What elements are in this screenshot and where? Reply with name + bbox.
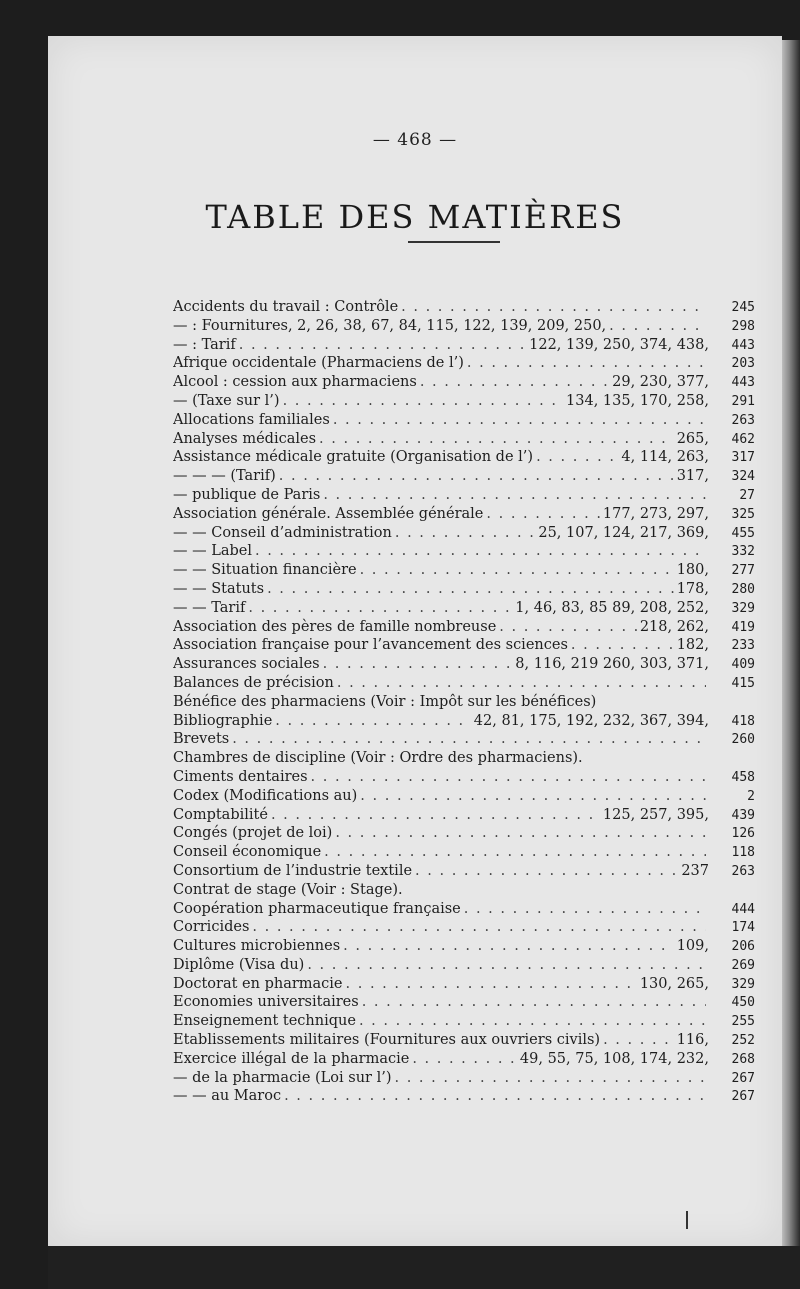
entry-title: Chambres de discipline (Voir : Ordre des pharmaciens). xyxy=(173,750,583,767)
entry-title: Economies universitaires xyxy=(173,994,359,1011)
entry-last-page: 269 xyxy=(731,957,755,973)
leader-dots xyxy=(311,768,706,787)
leader-dots xyxy=(284,1087,706,1106)
entry-page-refs: 25, 107, 124, 217, 369, xyxy=(538,524,709,541)
leader-dots xyxy=(362,993,706,1012)
scan-background xyxy=(48,1246,800,1289)
leader-dots xyxy=(271,806,600,825)
entry-title: Consortium de l’industrie textile xyxy=(173,862,413,879)
leader-dots xyxy=(283,392,563,411)
entry-last-page: 203 xyxy=(731,356,755,372)
entry-title: Doctorat en pharmacie xyxy=(173,975,343,992)
entry-last-page: 206 xyxy=(731,939,755,955)
entry-page-refs: 177, 273, 297, xyxy=(602,505,709,522)
leader-dots xyxy=(248,599,512,618)
entry-page-refs: 125, 257, 395, xyxy=(602,806,709,823)
entry-page-refs: 116, xyxy=(676,1032,709,1049)
entry-title: Contrat de stage (Voir : Stage). xyxy=(173,881,403,898)
entry-page-refs: 317, xyxy=(676,468,709,485)
entry-last-page: 329 xyxy=(731,600,755,616)
entry-last-page: 263 xyxy=(731,863,755,879)
index-entry xyxy=(173,674,755,693)
entry-title: Alcool : cession aux pharmaciens xyxy=(173,374,417,391)
entry-last-page: 233 xyxy=(731,638,755,654)
scanned-page xyxy=(48,36,782,1246)
title-underline xyxy=(408,241,500,243)
entry-title: Codex (Modifications au) xyxy=(173,787,358,804)
entry-last-page: 443 xyxy=(731,375,755,391)
leader-dots xyxy=(401,298,706,317)
index-entry xyxy=(173,843,755,862)
index-entry xyxy=(173,749,755,768)
index-entries xyxy=(173,298,755,1106)
entry-last-page: 118 xyxy=(731,845,755,861)
entry-last-page: 280 xyxy=(731,581,755,597)
entry-title: — (Taxe sur l’) xyxy=(173,392,280,409)
leader-dots xyxy=(536,448,618,467)
leader-dots xyxy=(415,862,678,881)
entry-title: — : Tarif xyxy=(173,336,236,353)
leader-dots xyxy=(360,787,706,806)
leader-dots xyxy=(337,674,706,693)
entry-last-page: 174 xyxy=(731,920,755,936)
entry-title: Analyses médicales xyxy=(173,430,317,447)
entry-last-page: 455 xyxy=(731,525,755,541)
entry-page-refs: 134, 135, 170, 258, xyxy=(566,392,709,409)
index-entry xyxy=(173,1012,755,1031)
index-entry xyxy=(173,693,755,712)
entry-title: Ciments dentaires xyxy=(173,768,308,785)
entry-last-page: 443 xyxy=(731,337,755,353)
index-entry xyxy=(173,730,755,749)
index-entry xyxy=(173,486,755,505)
index-entry xyxy=(173,993,755,1012)
leader-dots xyxy=(571,636,674,655)
entry-last-page: 462 xyxy=(731,431,755,447)
index-entry xyxy=(173,956,755,975)
index-entry xyxy=(173,411,755,430)
leader-dots xyxy=(395,524,536,543)
entry-last-page: 317 xyxy=(731,450,755,466)
entry-title: Bénéfice des pharmaciens (Voir : Impôt sur les bénéfices) xyxy=(173,693,597,710)
entry-last-page: 418 xyxy=(731,713,755,729)
index-entry xyxy=(173,354,755,373)
index-entry xyxy=(173,561,755,580)
leader-dots xyxy=(323,486,706,505)
entry-last-page: 27 xyxy=(739,487,755,503)
entry-page-refs: 182, xyxy=(676,637,709,654)
entry-page-refs: 29, 230, 377, xyxy=(612,374,709,391)
entry-last-page: 332 xyxy=(731,544,755,560)
leader-dots xyxy=(499,618,637,637)
leader-dots xyxy=(360,561,674,580)
entry-last-page: 458 xyxy=(731,769,755,785)
entry-title: Coopération pharmaceutique française xyxy=(173,900,461,917)
entry-title: — de la pharmacie (Loi sur l’) xyxy=(173,1069,392,1086)
entry-title: — — Label xyxy=(173,543,252,560)
leader-dots xyxy=(464,900,706,919)
entry-page-refs: 178, xyxy=(676,580,709,597)
index-entry xyxy=(173,1069,755,1088)
entry-title: — publique de Paris xyxy=(173,486,321,503)
entry-title: — — — (Tarif) xyxy=(173,468,276,485)
entry-last-page: 409 xyxy=(731,657,755,673)
entry-last-page: 291 xyxy=(731,393,755,409)
index-entry xyxy=(173,787,755,806)
entry-title: Bibliographie xyxy=(173,712,273,729)
leader-dots xyxy=(232,730,706,749)
entry-last-page: 325 xyxy=(731,506,755,522)
entry-page-refs: 1, 46, 83, 85 89, 208, 252, xyxy=(515,599,709,616)
leader-dots xyxy=(609,317,706,336)
entry-title: Accidents du travail : Contrôle xyxy=(173,299,399,315)
index-entry xyxy=(173,900,755,919)
index-entry xyxy=(173,806,755,825)
leader-dots xyxy=(275,712,471,731)
entry-title: Diplôme (Visa du) xyxy=(173,956,305,973)
entry-title: Comptabilité xyxy=(173,806,268,823)
leader-dots xyxy=(323,655,513,674)
entry-page-refs: 218, 262, xyxy=(639,618,709,635)
entry-last-page: 263 xyxy=(731,412,755,428)
index-entry xyxy=(173,1031,755,1050)
leader-dots xyxy=(486,505,600,524)
leader-dots xyxy=(603,1031,674,1050)
entry-title: Assistance médicale gratuite (Organisation de l’) xyxy=(173,449,534,466)
entry-last-page: 450 xyxy=(731,995,755,1011)
entry-page-refs: 109, xyxy=(676,938,709,955)
index-entry xyxy=(173,373,755,392)
page-number: — 468 — xyxy=(372,130,458,150)
entry-title: Brevets xyxy=(173,731,230,748)
entry-title: Congés (projet de loi) xyxy=(173,825,333,842)
index-entry xyxy=(173,524,755,543)
leader-dots xyxy=(239,336,526,355)
index-entry xyxy=(173,505,755,524)
leader-dots xyxy=(335,824,706,843)
page-edge-shadow xyxy=(782,40,800,1289)
leader-dots xyxy=(279,467,674,486)
entry-page-refs: 180, xyxy=(676,562,709,579)
leader-dots xyxy=(255,542,706,561)
index-entry xyxy=(173,881,755,900)
entry-last-page: 260 xyxy=(731,732,755,748)
leader-dots xyxy=(395,1069,707,1088)
entry-last-page: 329 xyxy=(731,976,755,992)
entry-title: Etablissements militaires (Fournitures aux ouvriers civils) xyxy=(173,1032,601,1049)
entry-last-page: 267 xyxy=(731,1070,755,1086)
index-entry xyxy=(173,712,755,731)
index-entry xyxy=(173,1087,755,1106)
index-entry xyxy=(173,862,755,881)
entry-title: Association française pour l’avancement des sciences xyxy=(173,637,568,654)
leader-dots xyxy=(324,843,706,862)
ink-mark xyxy=(686,1211,688,1229)
index-entry xyxy=(173,580,755,599)
entry-title: Cultures microbiennes xyxy=(173,938,341,955)
entry-last-page: 267 xyxy=(731,1089,755,1105)
index-entry xyxy=(173,636,755,655)
entry-title: Exercice illégal de la pharmacie xyxy=(173,1050,410,1067)
entry-title: — — Conseil d’administration xyxy=(173,524,392,541)
leader-dots xyxy=(359,1012,706,1031)
index-entry xyxy=(173,336,755,355)
index-entry xyxy=(173,937,755,956)
entry-title: — — au Maroc xyxy=(173,1088,282,1105)
leader-dots xyxy=(420,373,609,392)
leader-dots xyxy=(333,411,706,430)
entry-title: Enseignement technique xyxy=(173,1013,356,1030)
index-entry xyxy=(173,317,755,336)
entry-last-page: 415 xyxy=(731,675,755,691)
page-title: TABLE DES MATIÈRES xyxy=(205,198,625,236)
leader-dots xyxy=(467,354,706,373)
entry-page-refs: 122, 139, 250, 374, 438, xyxy=(529,336,709,353)
entry-title: — — Situation financière xyxy=(173,562,357,579)
entry-last-page: 126 xyxy=(731,826,755,842)
index-entry xyxy=(173,918,755,937)
entry-title: Corricides xyxy=(173,919,250,936)
entry-title: Association des pères de famille nombreuse xyxy=(173,618,497,635)
entry-last-page: 268 xyxy=(731,1051,755,1067)
leader-dots xyxy=(319,430,674,449)
entry-title: Conseil économique xyxy=(173,844,322,861)
leader-dots xyxy=(307,956,706,975)
entry-last-page: 439 xyxy=(731,807,755,823)
leader-dots xyxy=(412,1050,517,1069)
entry-title: — : Fournitures, 2, 26, 38, 67, 84, 115, 122, 139, 209, 250, xyxy=(173,317,607,334)
entry-last-page: 444 xyxy=(731,901,755,917)
entry-title: Balances de précision xyxy=(173,674,334,691)
entry-page-refs: 42, 81, 175, 192, 232, 367, 394, xyxy=(473,712,709,729)
entry-last-page: 277 xyxy=(731,563,755,579)
entry-page-refs: 237 xyxy=(681,862,709,879)
leader-dots xyxy=(252,918,706,937)
index-entry xyxy=(173,599,755,618)
index-entry xyxy=(173,430,755,449)
entry-title: Allocations familiales xyxy=(173,411,330,428)
entry-last-page: 419 xyxy=(731,619,755,635)
entry-last-page: 2 xyxy=(747,788,755,804)
entry-page-refs: 4, 114, 263, xyxy=(621,449,709,466)
index-entry xyxy=(173,1050,755,1069)
entry-last-page: 298 xyxy=(731,318,755,334)
entry-last-page: 252 xyxy=(731,1033,755,1049)
entry-last-page: 255 xyxy=(731,1014,755,1030)
index-entry xyxy=(173,655,755,674)
entry-title: Afrique occidentale (Pharmaciens de l’) xyxy=(173,355,464,372)
entry-page-refs: 130, 265, xyxy=(639,975,709,992)
leader-dots xyxy=(346,975,637,994)
index-entry xyxy=(173,542,755,561)
index-entry xyxy=(173,467,755,486)
leader-dots xyxy=(343,937,674,956)
entry-page-refs: 49, 55, 75, 108, 174, 232, xyxy=(519,1050,709,1067)
entry-page-refs: 8, 116, 219 260, 303, 371, xyxy=(515,656,709,673)
index-entry xyxy=(173,975,755,994)
entry-last-page: 324 xyxy=(731,469,755,485)
leader-dots xyxy=(267,580,674,599)
index-entry xyxy=(173,618,755,637)
entry-title: Association générale. Assemblée générale xyxy=(173,505,484,522)
index-entry xyxy=(173,824,755,843)
entry-last-page: 245 xyxy=(731,300,755,315)
entry-page-refs: 265, xyxy=(676,430,709,447)
index-entry xyxy=(173,392,755,411)
index-entry xyxy=(173,448,755,467)
entry-title: Assurances sociales xyxy=(173,656,320,673)
entry-title: — — Tarif xyxy=(173,599,246,616)
entry-title: — — Statuts xyxy=(173,580,265,597)
index-entry xyxy=(173,298,755,317)
index-entry xyxy=(173,768,755,787)
